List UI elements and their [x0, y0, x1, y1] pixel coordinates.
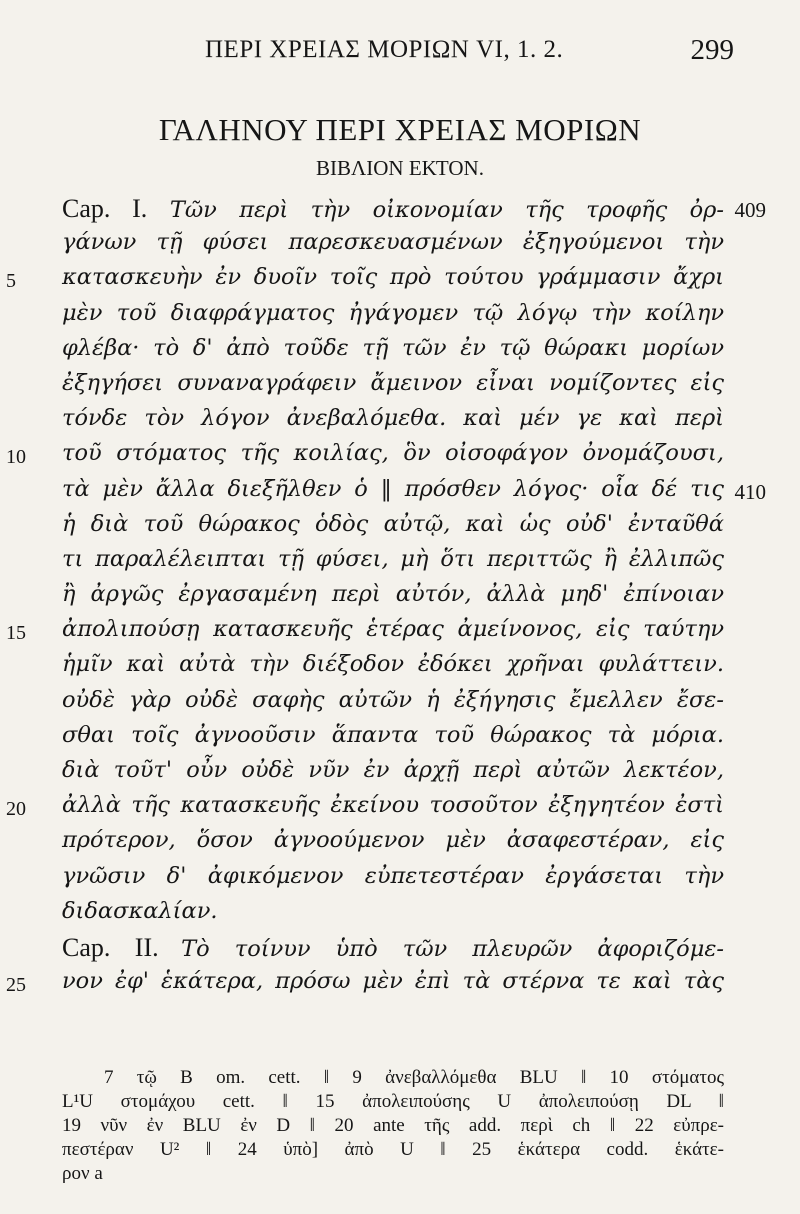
- line-number: 5: [6, 270, 16, 293]
- line-text: [62, 511, 724, 537]
- line-text: [62, 405, 724, 431]
- greek-text: τοῦ στόματος τῆς κοιλίας, ὃν οἰσοφάγον ὀνομάζουσι,: [62, 440, 724, 467]
- line-text: [62, 898, 724, 924]
- text-line: [0, 964, 800, 999]
- text-line: [0, 296, 800, 331]
- line-text: [62, 194, 724, 224]
- line-number: 15: [6, 622, 26, 645]
- text-line: [0, 472, 800, 507]
- line-text: [62, 792, 724, 818]
- text-line: [0, 929, 800, 964]
- greek-text: τόνδε τὸν λόγον ἀνεβαλόμεθα. καὶ μέν γε καὶ περὶ: [62, 405, 724, 432]
- line-text: [62, 300, 724, 326]
- margin-page-number: 409: [734, 198, 766, 222]
- greek-text: διὰ τοῦτ' οὖν οὐδὲ νῦν ἐν ἀρχῇ περὶ αὐτῶν λεκτέον,: [62, 757, 724, 783]
- line-text: [62, 581, 724, 607]
- greek-text: οὐδὲ γὰρ οὐδὲ σαφὴς αὐτῶν ἡ ἐξήγησις ἔμελλεν ἔσε-: [62, 686, 724, 713]
- greek-text: ἡ διὰ τοῦ θώρακος ὁδὸς αὐτῷ, καὶ ὡς οὐδ' ἐνταῦθά: [62, 510, 724, 537]
- text-line: [0, 331, 800, 366]
- page-header: [0, 34, 800, 70]
- text-line: [0, 788, 800, 823]
- greek-text: κατασκευὴν ἐν δυοῖν τοῖς πρὸ τούτου γράμμασιν ἄχρι: [62, 264, 724, 291]
- greek-text: νον ἐφ' ἑκάτερα, πρόσω μὲν ἐπὶ τὰ στέρνα τε καὶ τὰς: [62, 968, 724, 995]
- greek-text: γνῶσιν δ' ἀφικόμενον εὐπετεστέραν ἐργάσεται τὴν: [62, 862, 724, 889]
- text-line: [0, 507, 800, 542]
- page-number: 299: [690, 34, 734, 66]
- greek-text: Τῶν περὶ τὴν οἰκονομίαν τῆς τροφῆς ὀρ-: [169, 197, 725, 223]
- greek-text: γάνων τῇ φύσει παρεσκευασμένων ἐξηγούμενοι τὴν: [62, 229, 724, 256]
- line-text: [62, 440, 724, 466]
- line-number: 10: [6, 446, 26, 469]
- line-number: 25: [6, 974, 26, 997]
- margin-page-number: 410: [734, 479, 766, 504]
- text-line: [0, 577, 800, 612]
- text-line: [0, 436, 800, 471]
- greek-text: ἐξηγήσει συναναγράφειν ἄμεινον εἶναι νομίζοντες εἰς: [62, 369, 724, 396]
- text-line: [0, 718, 800, 753]
- line-text: [62, 546, 724, 572]
- line-text: [62, 229, 724, 255]
- greek-text: ἀλλὰ τῆς κατασκευῆς ἐκείνου τοσοῦτον ἐξηγητέον ἐστὶ: [62, 792, 724, 819]
- text-line: [0, 225, 800, 260]
- book-heading: ΒΙΒΛΙΟΝ ΕΚΤΟΝ.: [316, 156, 484, 180]
- line-text: [62, 687, 724, 713]
- line-number: 20: [6, 798, 26, 821]
- greek-text: Τὸ τοίνυν ὑπὸ τῶν πλευρῶν ἀφοριζόμε-: [181, 935, 724, 962]
- text-line: [0, 894, 800, 929]
- text-line: [0, 260, 800, 295]
- text-line: [0, 823, 800, 858]
- text-line: [0, 401, 800, 436]
- greek-text: ἢ ἀργῶς ἐργασαμένη περὶ αὐτόν, ἀλλὰ μηδ' ἐπίνοιαν: [62, 581, 724, 608]
- greek-text: φλέβα· τὸ δ' ἀπὸ τοῦδε τῇ τῶν ἐν τῷ θώρακι μορίων: [62, 334, 724, 361]
- line-text: [62, 757, 724, 783]
- text-line: [0, 190, 800, 225]
- note-line: 19 νῦν ἐν BLU ἐν D ‖ 20 ante τῆς add. περὶ ch ‖ 22 εὐπρε-: [62, 1115, 724, 1136]
- greek-text: τι παραλέλειπται τῇ φύσει, μὴ ὅτι περιττῶς ἢ ἐλλιπῶς: [62, 545, 724, 572]
- greek-text: ἡμῖν καὶ αὐτὰ τὴν διέξοδον ἐδόκει χρῆναι φυλάττειν.: [62, 651, 724, 678]
- text-line: [0, 859, 800, 894]
- greek-text: πρότερον, ὅσον ἀγνοούμενον μὲν ἀσαφεστέραν, εἰς: [62, 827, 724, 854]
- line-text: [62, 335, 724, 361]
- apparatus-criticus: [62, 1066, 724, 1186]
- note-line: 7 τῷ B om. cett. ‖ 9 ἀνεβαλλόμεθα BLU ‖ 10 στόματος: [104, 1067, 724, 1088]
- note-line: πεστέραν U² ‖ 24 ὑπὸ] ἀπὸ U ‖ 25 ἑκάτερα codd. ἑκάτε-: [62, 1139, 724, 1160]
- line-text: [62, 863, 724, 889]
- text-line: [0, 753, 800, 788]
- note-line: ρον a: [62, 1163, 103, 1184]
- greek-text: μὲν τοῦ διαφράγματος ἠγάγομεν τῷ λόγῳ τὴν κοίλην: [62, 299, 724, 326]
- greek-text: τὰ μὲν ἄλλα διεξῆλθεν ὁ ‖ πρόσθεν λόγος· οἷα δέ τις: [62, 475, 724, 502]
- chapter-label: Cap. II.: [62, 932, 159, 962]
- line-text: [62, 616, 724, 642]
- line-text: [62, 968, 724, 994]
- running-head: ΠΕΡΙ ΧΡΕΙΑΣ ΜΟΡΙΩΝ VI, 1. 2.: [205, 36, 564, 63]
- text-line: [0, 683, 800, 718]
- line-text: [62, 264, 724, 290]
- chapter-label: Cap. I.: [62, 194, 148, 223]
- greek-text: σθαι τοῖς ἀγνοοῦσιν ἅπαντα τοῦ θώρακος τὰ μόρια.: [62, 721, 724, 748]
- text-line: [0, 366, 800, 401]
- text-line: [0, 542, 800, 577]
- note-line: L¹U στομάχου cett. ‖ 15 ἀπολειπούσης U ἀπολειπούσῃ DL ‖: [62, 1091, 724, 1112]
- line-text: [62, 370, 724, 396]
- line-text: [62, 651, 724, 677]
- line-text: [62, 722, 724, 748]
- text-line: [0, 647, 800, 682]
- line-text: [62, 827, 724, 853]
- work-title: ΓΑΛΗΝΟΥ ΠΕΡΙ ΧΡΕΙΑΣ ΜΟΡΙΩΝ: [158, 112, 642, 147]
- main-text: [0, 190, 800, 999]
- greek-text: διδασκαλίαν.: [62, 897, 218, 924]
- text-line: [0, 612, 800, 647]
- greek-text: ἀπολιπούσῃ κατασκευῆς ἑτέρας ἀμείνονος, εἰς ταύτην: [62, 616, 724, 643]
- line-text: [62, 933, 724, 963]
- line-text: [62, 476, 724, 502]
